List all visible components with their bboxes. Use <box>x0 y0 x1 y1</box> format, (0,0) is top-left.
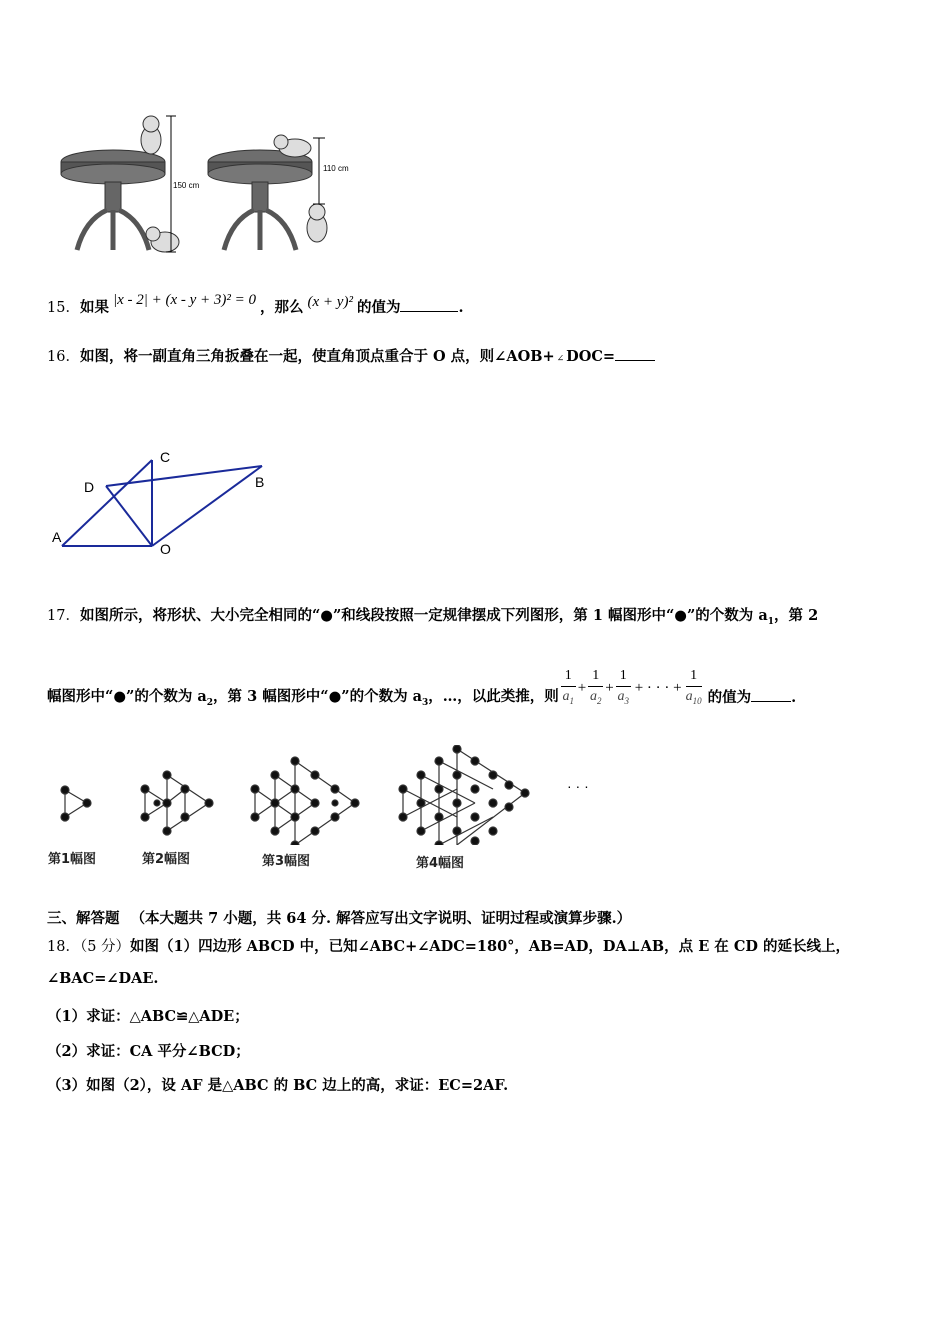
q15-answer-blank[interactable] <box>400 299 458 312</box>
pattern-2 <box>141 771 213 835</box>
question-18-part3: （3）如图（2），设 AF 是△ABC 的 BC 边上的高，求证：EC=2AF. <box>47 1077 509 1094</box>
q17-answer-blank[interactable] <box>751 689 791 702</box>
q17-tail: 的值为 <box>707 688 752 706</box>
section-3-title: 三、解答题 <box>47 910 120 927</box>
question-17-line2 <box>47 666 796 711</box>
q17-number: 17． <box>47 608 80 624</box>
q15-lead: 如果 <box>79 299 109 316</box>
q15-expr1: |x - 2| + (x - y + 3)² = 0 <box>112 292 257 308</box>
question-18-line2: ∠BAC=∠DAE. <box>47 970 159 987</box>
label-C: C <box>160 449 171 465</box>
right-cat-bottom <box>307 204 327 242</box>
question-16 <box>47 345 655 366</box>
label-D: D <box>84 479 95 495</box>
question-17-line1 <box>47 604 818 627</box>
q17-end: . <box>791 688 797 706</box>
question-15 <box>47 292 464 317</box>
caption-fig2: 第2幅图 <box>142 852 191 867</box>
q15-end: . <box>458 299 464 316</box>
q15-expr2: (x + y)² <box>307 294 353 310</box>
q16-text2: DOC= <box>566 348 616 365</box>
question-18-part1: （1）求证：△ABC≌△ADE； <box>47 1008 249 1025</box>
q17-line1-sub: 1 <box>767 616 775 627</box>
q16-number: 16． <box>47 349 80 365</box>
pattern-1 <box>61 786 91 821</box>
caption-fig3: 第3幅图 <box>262 854 311 869</box>
question-18-line1 <box>47 935 850 956</box>
caption-fig1: 第1幅图 <box>48 852 97 867</box>
q18-score: （5 分） <box>79 939 131 955</box>
fraction-1-over-a10: $\frac{1}{a_{10}}$ <box>685 668 702 706</box>
segment-AC <box>62 460 152 546</box>
segment-DO <box>106 486 152 546</box>
q17-dot-patterns <box>45 745 605 845</box>
q16-angle-small: ∠ <box>556 354 565 364</box>
q18-number: 18． <box>47 939 80 955</box>
q18-line1: 如图（1）四边形 ABCD 中，已知∠ABC+∠ADC=180°，AB=AD，DA⊥AB，点 E 在 CD 的延长线上， <box>130 938 851 955</box>
q17-line2-b: ，第 3 幅图形中“●”的个数为 a <box>213 687 423 705</box>
label-O: O <box>160 541 171 557</box>
q16-triangles-figure <box>50 448 280 563</box>
left-cat-top <box>141 116 161 154</box>
label-110cm: 110 cm <box>323 164 349 173</box>
plus-2: + <box>605 679 614 696</box>
q15-mid: ，那么 <box>260 299 304 316</box>
q17-line2-sub2: 2 <box>206 697 214 708</box>
q17-line2-c: ，…，以此类推，则 <box>428 687 559 705</box>
fraction-1-over-a1: $\frac{1}{a_1}$ <box>562 668 575 706</box>
question-18-part2: （2）求证：CA 平分∠BCD； <box>47 1043 250 1060</box>
section-3-header <box>47 907 631 928</box>
pattern-4 <box>399 745 529 845</box>
q17-line2-a: 幅图形中“●”的个数为 a <box>47 687 207 705</box>
q17-ellipsis: · · · <box>567 778 589 794</box>
pattern-3 <box>251 757 359 845</box>
q17-line1-end: ，第 2 <box>774 607 819 624</box>
q15-tail: 的值为 <box>356 299 401 316</box>
label-A: A <box>52 529 62 545</box>
q15-number: 15． <box>47 300 80 316</box>
plus-1: + <box>577 679 587 696</box>
q16-text: 如图，将一副直角三角扳叠在一起，使直角顶点重合于 O 点，则∠AOB+ <box>79 348 555 365</box>
label-150cm: 150 cm <box>173 181 200 190</box>
caption-fig4: 第4幅图 <box>416 856 465 871</box>
section-3-note: （本大题共 7 小题，共 64 分. 解答应写出文字说明、证明过程或演算步骤.） <box>130 910 632 927</box>
q17-line1: 如图所示，将形状、大小完全相同的“●”和线段按照一定规律摆成下列图形，第 1 幅图形中“●”的个数为 a <box>79 607 768 624</box>
q16-answer-blank[interactable] <box>615 348 655 361</box>
fraction-1-over-a3: $\frac{1}{a_3}$ <box>617 668 629 706</box>
fraction-1-over-a2: $\frac{1}{a_2}$ <box>590 668 602 706</box>
label-B: B <box>255 474 265 490</box>
plus-dots: + · · · + <box>634 679 682 696</box>
right-table <box>208 150 312 250</box>
tables-cats-figure <box>55 110 375 262</box>
q17-line2-sub3: 3 <box>422 697 429 708</box>
